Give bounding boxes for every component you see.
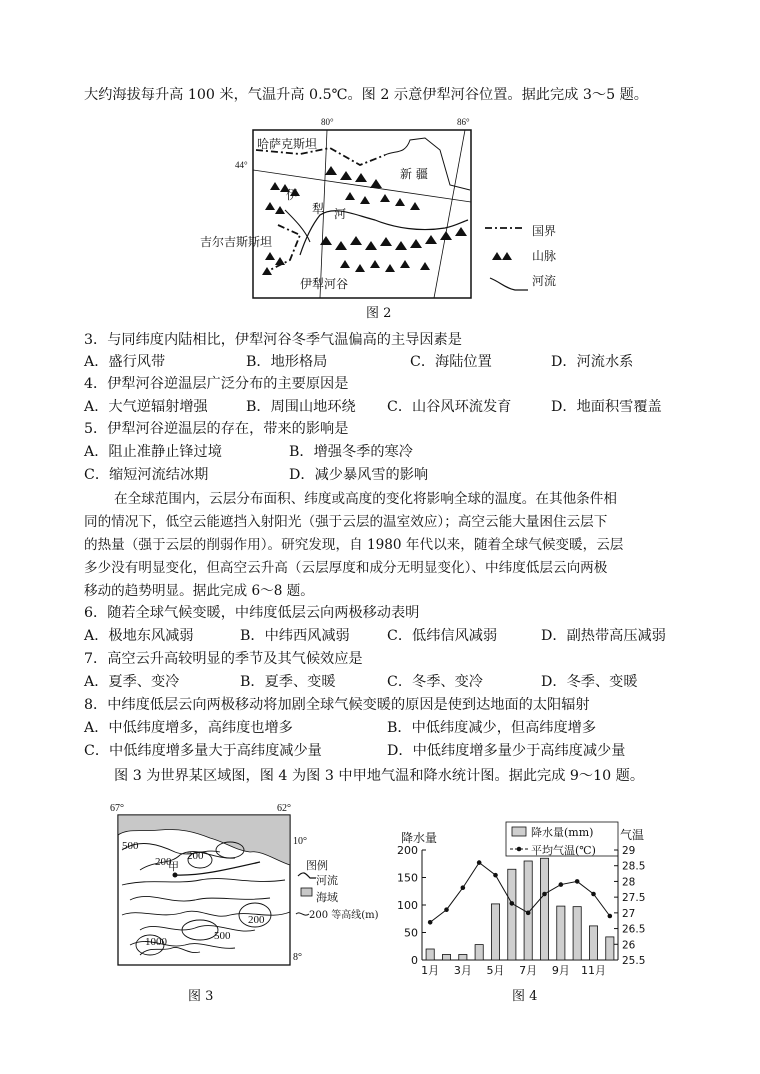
fig4-temp-point <box>461 885 466 890</box>
fig4-bar <box>475 945 483 960</box>
fig3-lon1: 67° <box>110 803 124 814</box>
fig2-caption: 图 2 <box>366 306 392 321</box>
passage-line-2: 同的情况下，低空云能遮挡入射阳光（强于云层的温室效应）；高空云能大量困住云层下 <box>84 514 608 530</box>
fig4-legend-line: 平均气温(℃) <box>531 844 596 857</box>
fig3-legend-contour: 200 等高线(m) <box>309 910 379 921</box>
q7-stem: 7．高空云升高较明显的季节及其气候效应是 <box>84 651 363 667</box>
fig4-x-tick-label: 7月 <box>519 964 538 977</box>
fig4-temp-point <box>477 860 482 865</box>
fig4-bar <box>491 904 499 960</box>
fig4-bar <box>540 858 548 960</box>
fig3-caption: 图 3 <box>188 989 214 1004</box>
fig4-temp-point <box>575 879 580 884</box>
fig4-right-tick-label: 28.5 <box>622 860 646 873</box>
fig3-legend-sea: 海域 <box>316 891 338 904</box>
q7-option-b: B．夏季、变暖 <box>240 674 336 690</box>
fig4-legend-line-dot <box>517 847 522 852</box>
passage-line-5: 移动的趋势明显。据此完成 6～8 题。 <box>84 583 314 599</box>
fig3-contour-200a: 200 <box>155 856 172 868</box>
fig3-lat1: 10° <box>293 836 307 847</box>
fig4-temp-point <box>444 907 449 912</box>
q5-option-a: A．阻止准静止锋过境 <box>84 444 222 460</box>
fig3-lat2: 8° <box>293 952 302 963</box>
fig4-x-tick-label: 9月 <box>551 964 570 977</box>
fig3-legend-title: 图例 <box>306 859 328 872</box>
fig4-bar <box>442 955 450 961</box>
q8-option-a: A．中低纬度增多，高纬度也增多 <box>84 720 293 736</box>
fig4-temp-point <box>510 901 515 906</box>
q6-option-c: C．低纬信风减弱 <box>387 628 498 644</box>
fig4-right-tick-label: 26.5 <box>622 923 646 936</box>
fig4-right-tick-label: 28 <box>622 876 636 889</box>
fig4-left-tick-label: 200 <box>397 844 418 857</box>
q3-option-a: A．盛行风带 <box>84 354 166 370</box>
fig4-temp-point <box>591 892 596 897</box>
q3-option-b: B．地形格局 <box>246 354 328 370</box>
q5-option-c: C．缩短河流结冰期 <box>84 467 209 483</box>
fig4-bar <box>573 907 581 960</box>
fig4-bar <box>459 955 467 961</box>
q7-option-c: C．冬季、变冷 <box>387 674 483 690</box>
fig4-bar <box>508 869 516 960</box>
fig3-contour-500b: 500 <box>214 930 231 942</box>
fig4-x-tick-label: 11月 <box>581 964 606 977</box>
q6-stem: 6．随若全球气候变暖，中纬度低层云向两极移动表明 <box>84 605 420 621</box>
fig2-legend-border: 国界 <box>532 224 557 238</box>
fig4-temp-point <box>428 920 433 925</box>
fig4-left-tick-label: 0 <box>411 954 418 967</box>
fig4-left-tick-label: 150 <box>397 871 418 885</box>
q8-option-d: D．中低纬度增多量少于高纬度减少量 <box>387 743 626 759</box>
passage-line-3: 的热量（强于云层的削弱作用）。研究发现，自 1980 年代以来，随着全球气候变暖，云层 <box>84 537 624 553</box>
fig4-right-tick-label: 29 <box>622 845 636 857</box>
q5-option-b: B．增强冬季的寒冷 <box>289 444 413 460</box>
q5-option-d: D．减少暴风雪的影响 <box>289 467 429 483</box>
q4-option-b: B．周围山地环绕 <box>246 399 356 415</box>
fig4-x-tick-label: 5月 <box>486 964 505 977</box>
fig4-ylabel-left: 降水量 <box>401 831 438 845</box>
fig2-lon2: 86° <box>457 117 470 127</box>
fig3-lon2: 62° <box>277 803 291 814</box>
q8-stem: 8．中纬度低层云向两极移动将加剧全球气候变暖的原因是使到达地面的太阳辐射 <box>84 697 590 713</box>
fig4-bar <box>589 926 597 960</box>
q5-stem: 5．伊犁河谷逆温层的存在，带来的影响是 <box>84 421 349 437</box>
fig4-ylabel-right: 气温 <box>620 828 645 842</box>
passage-line-4: 多少没有明显变化，但高空云升高（云层厚度和成分无明显变化）、中纬度低层云向两极 <box>84 560 608 576</box>
fig4-legend-bar: 降水量(mm) <box>531 826 594 839</box>
fig4-bar <box>524 861 532 960</box>
fig4-temp-line <box>430 863 610 923</box>
fig4-legend-bar-swatch <box>512 827 526 836</box>
q4-option-d: D．地面积雪覆盖 <box>551 399 662 415</box>
q8-option-c: C．中低纬度增多量大于高纬度减少量 <box>84 743 322 759</box>
intro-line: 大约海拔每升高 100 米，气温升高 0.5℃。图 2 示意伊犁河谷位置。据此完成 3～5 题。 <box>84 87 648 103</box>
fig2-label-he: 河 <box>334 207 347 221</box>
fig3-point-jia: 甲 <box>168 860 179 873</box>
fig4-right-tick-label: 27.5 <box>622 892 646 905</box>
fig2-label-kazakhstan: 哈萨克斯坦 <box>257 137 318 151</box>
fig4-chart <box>0 790 760 1050</box>
passage-line-1: 在全球范围内，云层分布面积、纬度或高度的变化将影响全球的温度。在其他条件相 <box>114 491 617 507</box>
fig4-bar <box>557 906 565 960</box>
fig4-left-tick-label: 100 <box>397 899 418 912</box>
fig4-temp-point <box>608 914 613 919</box>
fig2-label-yi: 伊 <box>286 188 299 202</box>
fig34-intro: 图 3 为世界某区域图，图 4 为图 3 中甲地气温和降水统计图。据此完成 9～10 题。 <box>114 768 645 784</box>
fig4-x-tick-label: 3月 <box>453 964 472 977</box>
fig4-bar <box>606 937 614 960</box>
q4-option-c: C．山谷风环流发育 <box>387 399 512 415</box>
fig4-bar <box>426 949 434 960</box>
fig4-right-tick-label: 27 <box>622 907 636 920</box>
fig4-temp-point <box>559 882 564 887</box>
q6-option-a: A．极地东风减弱 <box>84 628 194 644</box>
fig4-temp-point <box>493 873 498 878</box>
fig4-temp-point <box>542 892 547 897</box>
fig2-label-xinjiang: 新 疆 <box>400 167 428 181</box>
fig3-contour-1000: 1000 <box>145 936 167 948</box>
q7-option-a: A．夏季、变冷 <box>84 674 180 690</box>
fig2-legend-mountain: 山脉 <box>532 249 557 263</box>
fig2-label-li: 犁 <box>312 202 325 216</box>
q3-option-d: D．河流水系 <box>551 354 634 370</box>
fig2-legend-river: 河流 <box>532 274 557 288</box>
q7-option-d: D．冬季、变暖 <box>541 674 638 690</box>
fig4-caption: 图 4 <box>512 989 538 1004</box>
fig2-lat: 44° <box>235 160 248 170</box>
fig4-x-tick-label: 1月 <box>421 964 440 977</box>
q3-option-c: C．海陆位置 <box>410 354 492 370</box>
fig3-contour-200b: 200 <box>187 850 204 862</box>
fig4-right-tick-label: 25.5 <box>622 955 646 967</box>
q8-option-b: B．中低纬度减少，但高纬度增多 <box>387 720 597 736</box>
fig2-label-ili-valley: 伊犁河谷 <box>300 277 349 291</box>
fig4-left-tick-label: 50 <box>404 926 418 940</box>
q4-option-a: A．大气逆辐射增强 <box>84 399 208 415</box>
fig2-label-kyrgyzstan: 吉尔吉斯斯坦 <box>200 235 273 249</box>
fig3-contour-500a: 500 <box>122 840 139 852</box>
q4-stem: 4．伊犁河谷逆温层广泛分布的主要原因是 <box>84 376 349 392</box>
q6-option-b: B．中纬西风减弱 <box>240 628 350 644</box>
fig3-legend-river: 河流 <box>316 874 338 887</box>
q3-stem: 3．与同纬度内陆相比，伊犁河谷冬季气温偏高的主导因素是 <box>84 332 462 348</box>
fig2-lon1: 80° <box>321 117 334 127</box>
fig4-right-tick-label: 26 <box>622 939 636 952</box>
fig3-contour-200c: 200 <box>248 914 265 926</box>
q6-option-d: D．副热带高压减弱 <box>541 628 666 644</box>
fig4-temp-point <box>526 911 531 916</box>
